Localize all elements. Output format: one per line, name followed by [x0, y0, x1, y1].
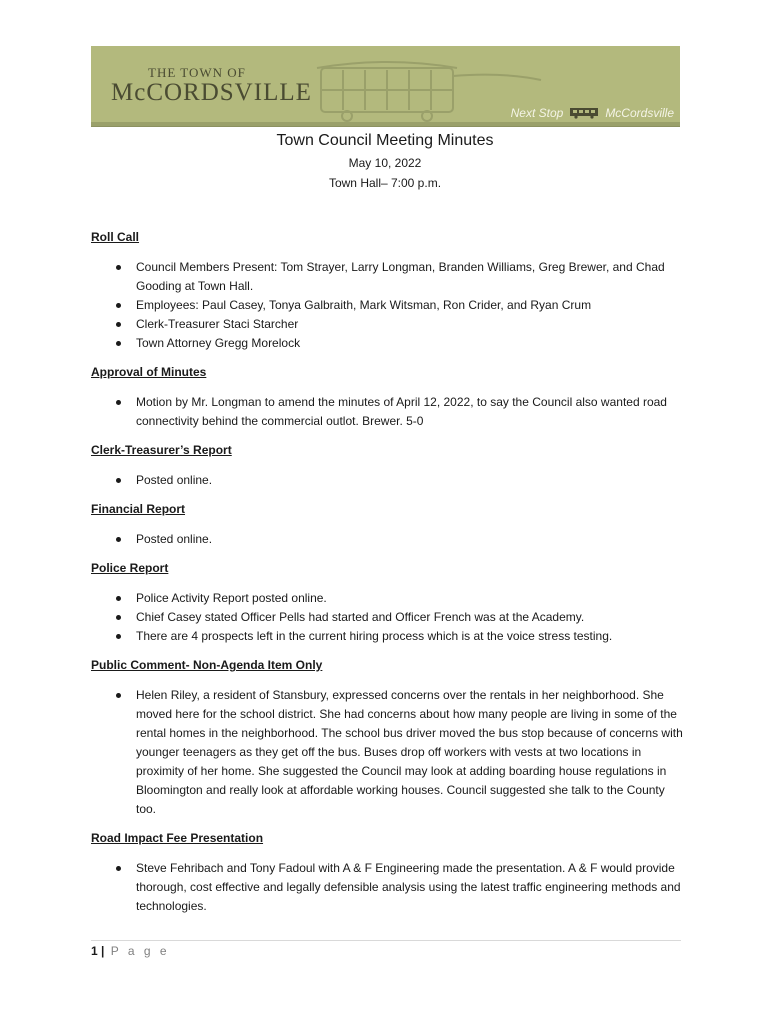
- page-number: 1: [91, 944, 98, 958]
- list-item: Council Members Present: Tom Strayer, Larry Longman, Branden Williams, Greg Brewer, and Chad Gooding at Town Hall.: [91, 258, 686, 296]
- bullet-list: [91, 393, 686, 431]
- bullet-list: [91, 589, 686, 646]
- section-heading: Public Comment- Non-Agenda Item Only: [91, 658, 323, 672]
- footer-divider: [91, 940, 681, 941]
- minutes-body: [91, 228, 686, 926]
- section-heading: Roll Call: [91, 230, 140, 244]
- logo-small-text: THE TOWN OF: [148, 65, 246, 80]
- section-financial-report: [91, 500, 686, 549]
- list-item: Posted online.: [91, 471, 686, 490]
- bullet-list: [91, 258, 686, 353]
- banner-tagline: [511, 106, 674, 120]
- list-item: Clerk-Treasurer Staci Starcher: [91, 315, 686, 334]
- bullet-list: [91, 471, 686, 490]
- meeting-date: May 10, 2022: [348, 156, 422, 170]
- section-heading: Financial Report: [91, 502, 186, 516]
- list-item: There are 4 prospects left in the current hiring process which is at the voice stress testing.: [91, 627, 686, 646]
- section-heading: Clerk-Treasurer’s Report: [91, 443, 232, 457]
- list-item: Helen Riley, a resident of Stansbury, expressed concerns over the rentals in her neighborhood. She moved here for the school district. She had concerns about how many people are living in some of the rental homes in the neighborhood. The school bus driver moved the bus stop because of concerns with younger teenagers as they get off the bus. Buses drop off workers with vests at two locations in proximity of her home. She suggested the Council may look at adding boarding house regulations in Bloomington and really look at affordable working houses. Council suggested she talk to the County too.: [91, 686, 686, 819]
- banner-rule: [91, 126, 680, 127]
- tagline-town: McCordsville: [605, 106, 674, 120]
- section-approval-of-minutes: [91, 363, 686, 431]
- list-item: Posted online.: [91, 530, 686, 549]
- town-banner: [91, 46, 680, 126]
- section-heading: Road Impact Fee Presentation: [91, 831, 264, 845]
- section-heading: Approval of Minutes: [91, 365, 207, 379]
- logo-town-name: McCORDSVILLE: [111, 79, 312, 106]
- section-clerk-treasurer-report: [91, 441, 686, 490]
- section-heading: Police Report: [91, 561, 169, 575]
- page-footer: [91, 944, 170, 958]
- list-item: Police Activity Report posted online.: [91, 589, 686, 608]
- page-title: Town Council Meeting Minutes: [276, 132, 494, 149]
- list-item: Chief Casey stated Officer Pells had started and Officer French was at the Academy.: [91, 608, 686, 627]
- tagline-next-stop: Next Stop: [510, 106, 564, 120]
- list-item: Steve Fehribach and Tony Fadoul with A & F Engineering made the presentation. A & F would provide thorough, cost effective and legally defensible analysis using the latest traffic engineering methods and technologies.: [91, 859, 686, 916]
- page-separator: |: [101, 944, 105, 958]
- trolley-icon: [313, 58, 543, 122]
- bullet-list: [91, 686, 686, 819]
- list-item: Town Attorney Gregg Morelock: [91, 334, 686, 353]
- list-item: Employees: Paul Casey, Tonya Galbraith, Mark Witsman, Ron Crider, and Ryan Crum: [91, 296, 686, 315]
- bullet-list: [91, 859, 686, 916]
- section-police-report: [91, 559, 686, 646]
- bullet-list: [91, 530, 686, 549]
- page-label: P a g e: [110, 944, 170, 958]
- section-public-comment: [91, 656, 686, 819]
- list-item: Motion by Mr. Longman to amend the minutes of April 12, 2022, to say the Council also wanted road connectivity behind the commercial outlot. Brewer. 5-0: [91, 393, 686, 431]
- document-header: [0, 131, 770, 193]
- section-roll-call: [91, 228, 686, 353]
- bus-icon: [569, 107, 599, 119]
- section-road-impact-fee: [91, 829, 686, 916]
- meeting-location: Town Hall– 7:00 p.m.: [328, 176, 442, 190]
